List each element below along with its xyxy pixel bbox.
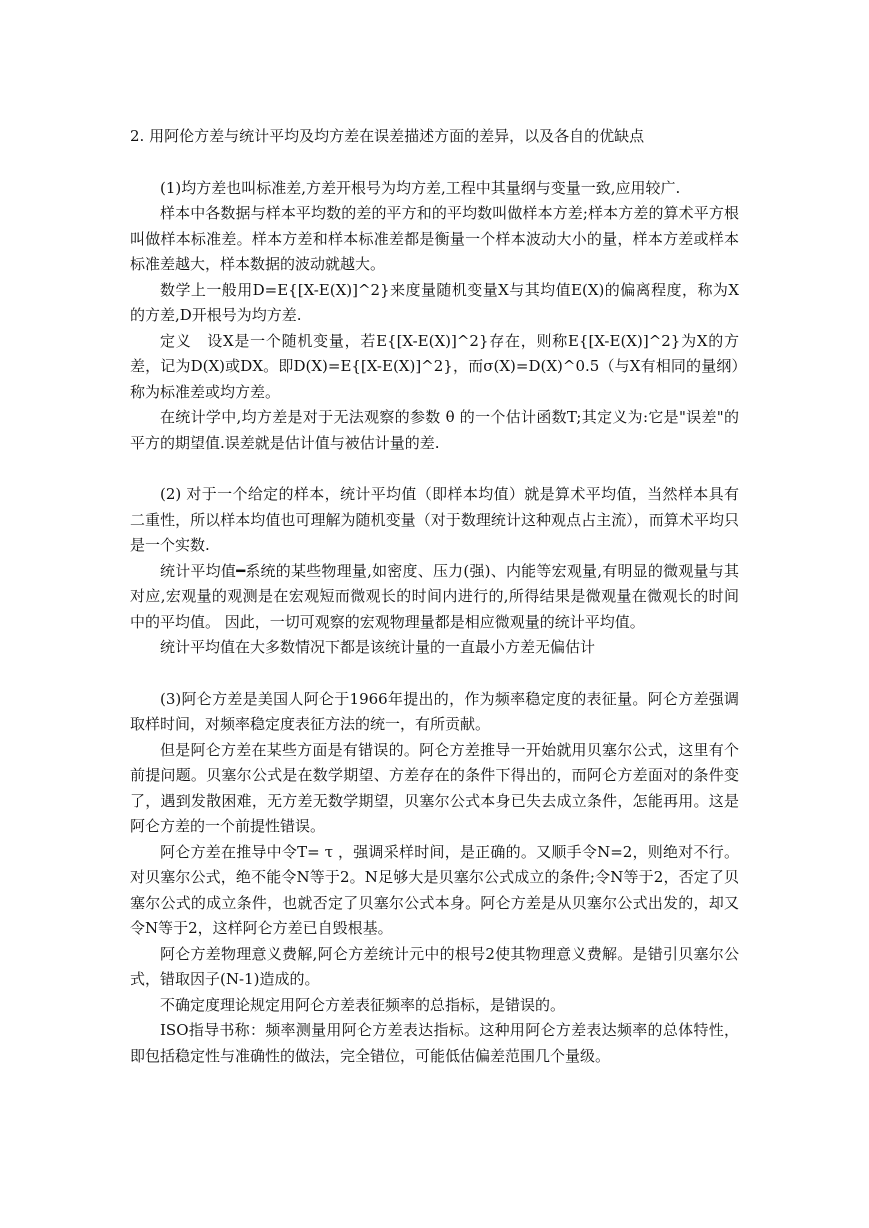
- paragraph: (3)阿仑方差是美国人阿仑于1966年提出的，作为频率稳定度的表征量。阿仑方差强调取样时间，对频率稳定度表征方法的统一，有所贡献。: [130, 689, 739, 733]
- paragraph: 在统计学中,均方差是对于无法观察的参数 θ 的一个估计函数T;其定义为:它是"误差"的平方的期望值.误差就是估计值与被估计量的差.: [130, 408, 739, 452]
- section-std-deviation: [130, 176, 739, 457]
- section-statistical-mean: [130, 482, 739, 661]
- paragraph: 不确定度理论规定用阿仑方差表征频率的总指标，是错误的。: [160, 995, 566, 1014]
- paragraph: ISO指导书称：频率测量用阿仑方差表达指标。这种用阿仑方差表达频率的总体特性，即包括稳定性与准确性的做法，完全错位，可能低估偏差范围几个量级。: [130, 1021, 739, 1065]
- section-allan-variance: [130, 687, 739, 1070]
- section-heading: 2. 用阿伦方差与统计平均及均方差在误差描述方面的差异，以及各自的优缺点: [130, 127, 645, 145]
- paragraph: 统计平均值━系统的某些物理量,如密度、压力(强)、内能等宏观量,有明显的微观量与其对应,宏观量的观测是在宏观短而微观长的时间内进行的,所得结果是微观量在微观长的时间中的平均值。 因此，一切可观察的宏观物理量都是相应微观量的统计平均值。: [130, 561, 739, 631]
- paragraph: (1)均方差也叫标准差,方差开根号为均方差,工程中其量纲与变量一致,应用较广.: [160, 178, 681, 197]
- paragraph: 样本中各数据与样本平均数的差的平方和的平均数叫做样本方差;样本方差的算术平方根叫做样本标准差。样本方差和样本标准差都是衡量一个样本波动大小的量，样本方差或样本标准差越大，样本数据的波动就越大。: [130, 204, 739, 273]
- paragraph: (2) 对于一个给定的样本，统计平均值（即样本均值）就是算术平均值，当然样本具有二重性，所以样本均值也可理解为随机变量（对于数理统计这种观点占主流），而算术平均只是一个实数.: [130, 485, 739, 554]
- paragraph: 统计平均值在大多数情况下都是该统计量的一直最小方差无偏估计: [160, 638, 596, 656]
- paragraph: 阿仑方差物理意义费解,阿仑方差统计元中的根号2使其物理意义费解。是错引贝塞尔公式，错取因子(N-1)造成的。: [130, 944, 739, 988]
- paragraph: 阿仑方差在推导中令T= τ ，强调采样时间，是正确的。又顺手令N=2，则绝对不行。对贝塞尔公式，绝不能令N等于2。N足够大是贝塞尔公式成立的条件;令N等于2，否定了贝塞尔公式的成立条件，也就否定了贝塞尔公式本身。阿仑方差是从贝塞尔公式出发的，却又令N等于2，这样阿仑方差已自毁根基。: [130, 842, 739, 937]
- paragraph: 但是阿仑方差在某些方面是有错误的。阿仑方差推导一开始就用贝塞尔公式，这里有个前提问题。贝塞尔公式是在数学期望、方差存在的条件下得出的，而阿仑方差面对的条件变了，遇到发散困难，无方差无数学期望，贝塞尔公式本身已失去成立条件，怎能再用。这是阿仑方差的一个前提性错误。: [130, 740, 739, 835]
- paragraph: 数学上一般用D=E{[X-E(X)]^2}来度量随机变量X与其均值E(X)的偏离程度，称为X的方差,D开根号为均方差.: [130, 280, 739, 324]
- paragraph: 定义 设X是一个随机变量，若E{[X-E(X)]^2}存在，则称E{[X-E(X)]^2}为X的方差，记为D(X)或DX。即D(X)=E{[X-E(X)]^2}，而σ(X)=D(X)^0.5（与X有相同的量纲）称为标准差或均方差。: [130, 331, 739, 401]
